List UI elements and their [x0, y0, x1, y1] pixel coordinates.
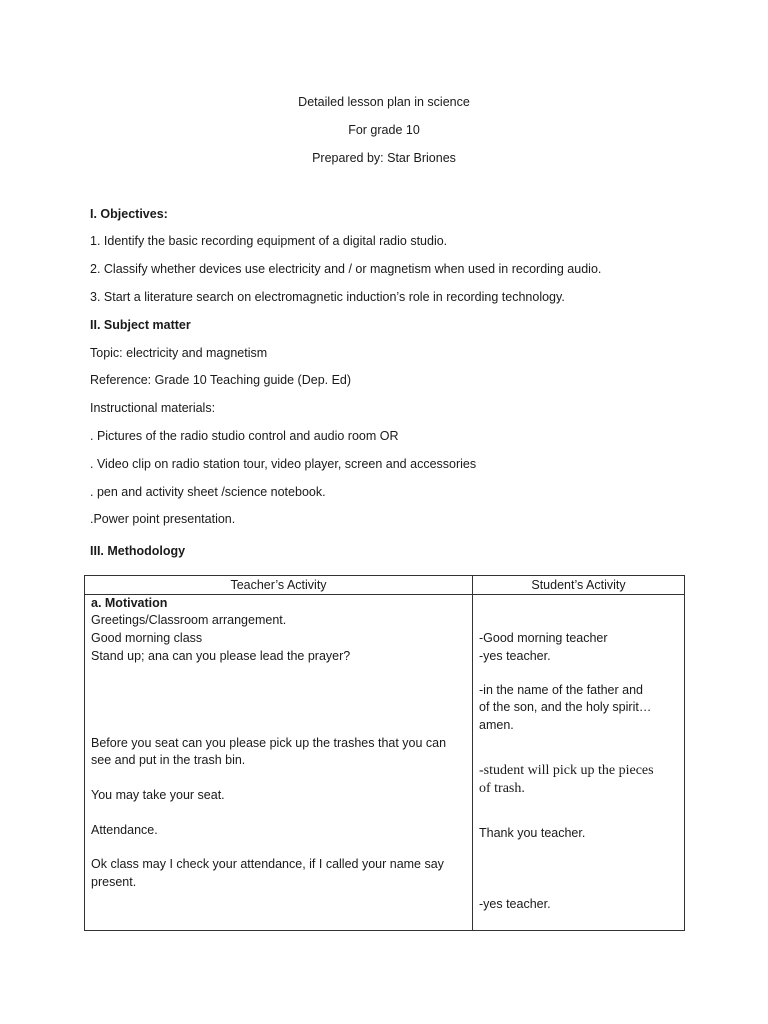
student-activity-header: Student’s Activity — [473, 576, 685, 595]
teacher-line: present. — [91, 875, 137, 889]
student-line: amen. — [479, 718, 514, 732]
student-line: -yes teacher. — [479, 897, 551, 911]
methodology-table — [84, 575, 685, 931]
motivation-heading: a. Motivation — [91, 596, 168, 610]
objective-item: 3. Start a literature search on electromagnetic induction’s role in recording technology. — [90, 290, 565, 304]
objectives-heading: I. Objectives: — [90, 207, 168, 221]
table-row — [85, 595, 685, 931]
teacher-activity-cell — [85, 595, 473, 931]
methodology-heading: III. Methodology — [90, 544, 186, 558]
teacher-line: see and put in the trash bin. — [91, 753, 246, 767]
material-item: .Power point presentation. — [90, 512, 236, 526]
teacher-line: Good morning class — [91, 631, 203, 645]
table-header-row — [85, 576, 685, 595]
topic-line: Topic: electricity and magnetism — [90, 346, 268, 360]
prepared-by: Prepared by: Star Briones — [312, 151, 456, 165]
teacher-line: Ok class may I check your attendance, if I called your name say — [91, 857, 444, 871]
materials-label: Instructional materials: — [90, 401, 216, 415]
student-line: -student will pick up the pieces — [479, 763, 654, 778]
reference-line: Reference: Grade 10 Teaching guide (Dep. Ed) — [90, 373, 352, 387]
student-line: of the son, and the holy spirit… — [479, 700, 652, 714]
student-line: of trash. — [479, 781, 525, 796]
teacher-line: Before you seat can you please pick up the trashes that you can — [91, 736, 447, 750]
grade-line: For grade 10 — [348, 123, 420, 137]
student-line: Thank you teacher. — [479, 826, 586, 840]
teacher-line: Attendance. — [91, 823, 158, 837]
material-item: . Pictures of the radio studio control and audio room OR — [90, 429, 399, 443]
subject-matter-heading: II. Subject matter — [90, 318, 191, 332]
student-line: -Good morning teacher — [479, 631, 608, 645]
material-item: . Video clip on radio station tour, video player, screen and accessories — [90, 457, 477, 471]
student-line: -in the name of the father and — [479, 683, 643, 697]
objective-item: 1. Identify the basic recording equipment of a digital radio studio. — [90, 234, 448, 248]
material-item: . pen and activity sheet /science notebook. — [90, 485, 326, 499]
teacher-line: Greetings/Classroom arrangement. — [91, 613, 287, 627]
student-activity-cell — [473, 595, 685, 931]
teacher-activity-header: Teacher’s Activity — [85, 576, 473, 595]
student-line: -yes teacher. — [479, 649, 551, 663]
teacher-line: Stand up; ana can you please lead the prayer? — [91, 649, 351, 663]
teacher-line: You may take your seat. — [91, 788, 225, 802]
document-title: Detailed lesson plan in science — [298, 95, 470, 109]
objective-item: 2. Classify whether devices use electricity and / or magnetism when used in recording audio. — [90, 262, 602, 276]
